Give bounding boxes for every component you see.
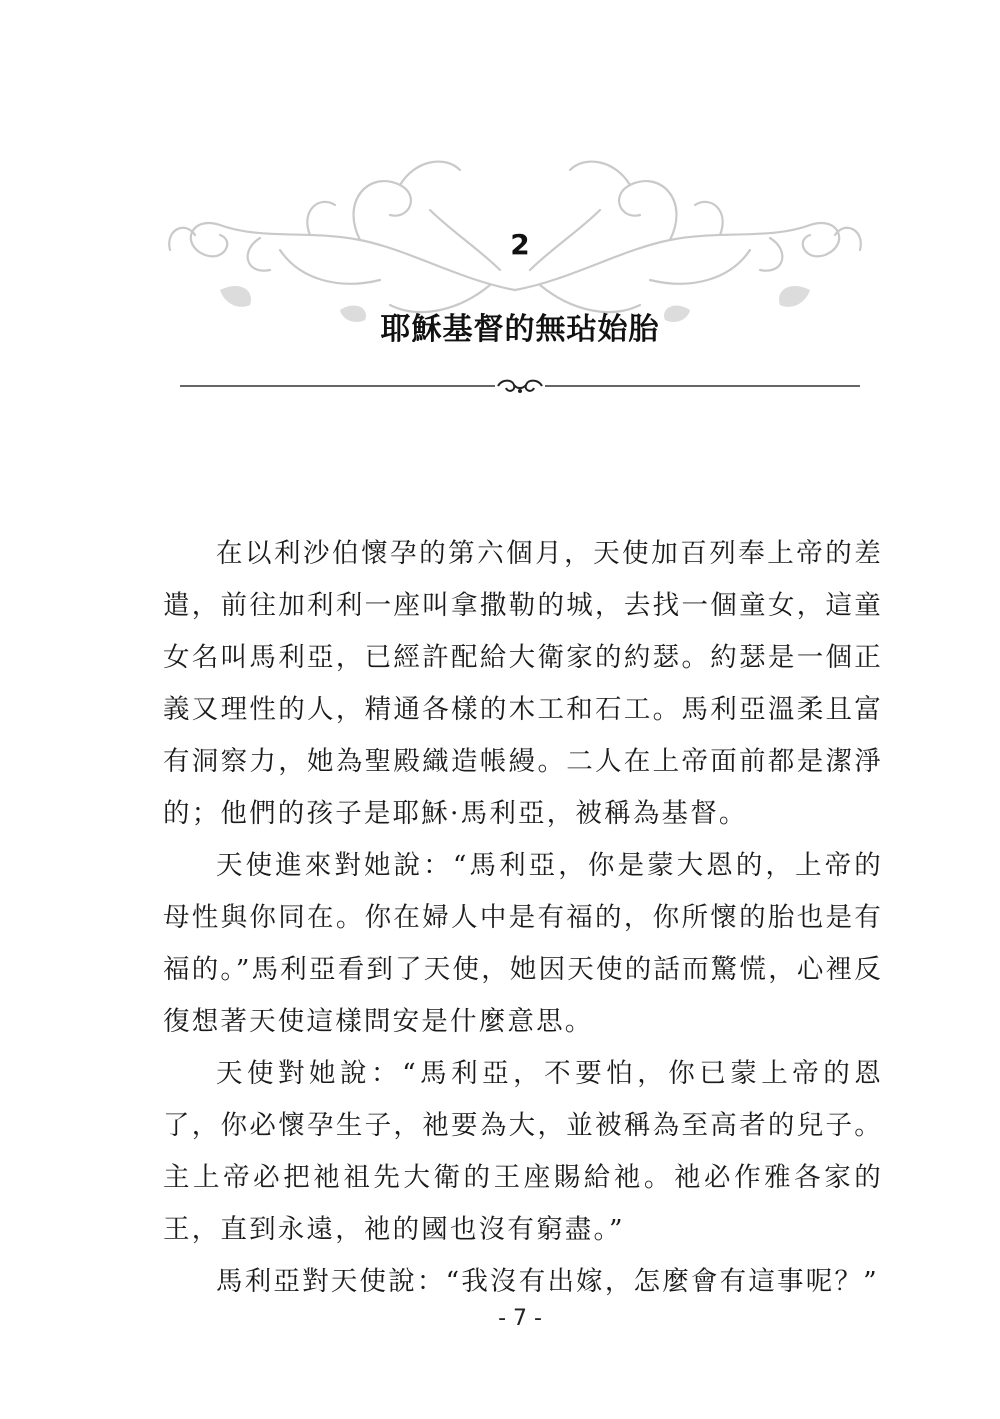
page-number: - 7 -	[498, 1306, 542, 1331]
chapter-title: 耶穌基督的無玷始胎	[380, 312, 660, 347]
paragraph: 在以利沙伯懷孕的第六個月，天使加百列奉上帝的差遣，前往加利利一座叫拿撒勒的城，去找一個童女，這童女名叫馬利亞，已經許配給大衛家的約瑟。約瑟是一個正義又理性的人，精通各樣的木工和石工。馬利亞溫柔且富有洞察力，她為聖殿織造帳縵。二人在上帝面前都是潔淨的；他們的孩子是耶穌·馬利亞，被稱為基督。	[163, 538, 883, 829]
paragraph: 天使進來對她說：“馬利亞，你是蒙大恩的，上帝的母性與你同在。你在婦人中是有福的，你所懷的胎也是有福的。”馬利亞看到了天使，她因天使的話而驚慌，心裡反復想著天使這樣問安是什麼意思。	[163, 850, 883, 1037]
paragraph: 馬利亞對天使說：“我沒有出嫁，怎麼會有這事呢？”	[216, 1266, 879, 1297]
curl-divider-ornament-icon	[180, 376, 860, 396]
body-text	[163, 528, 883, 1308]
paragraph: 天使對她說：“馬利亞，不要怕，你已蒙上帝的恩了，你必懷孕生子，祂要為大，並被稱為至高者的兒子。主上帝必把祂祖先大衛的王座賜給祂。祂必作雅各家的王，直到永遠，祂的國也沒有窮盡。”	[163, 1058, 883, 1245]
chapter-number: 2	[510, 228, 530, 261]
